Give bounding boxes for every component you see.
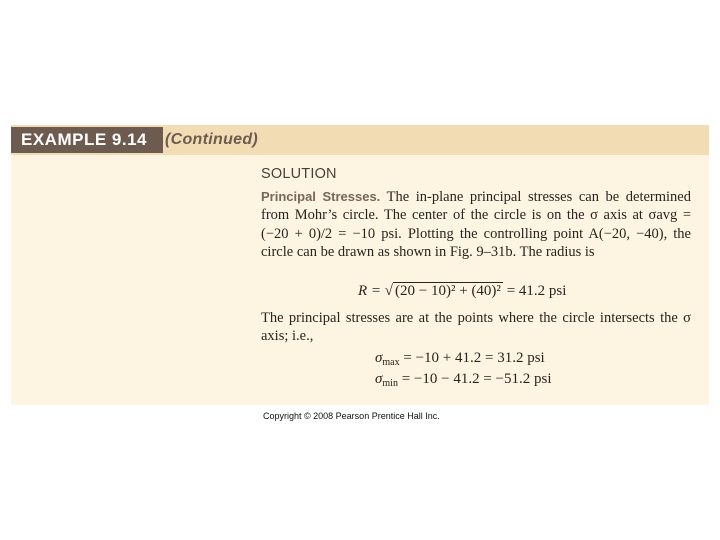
principal-points-paragraph: The principal stresses are at the points where the circle intersects the σ axis; i.e.,: [261, 310, 691, 345]
radicand: (20 − 10)² + (40)²: [395, 283, 501, 299]
example-header-bar: [11, 125, 709, 155]
solution-title: SOLUTION: [261, 166, 337, 182]
sigma-max-expression: = −10 + 41.2 = 31.2 psi: [403, 350, 545, 366]
sigma-min-equation: [375, 371, 552, 389]
principal-stresses-paragraph: [261, 188, 691, 261]
sigma-min-symbol: σ: [375, 371, 383, 387]
sqrt-symbol: √: [384, 283, 394, 299]
sigma-max-equation: [375, 350, 545, 368]
radius-result: = 41.2 psi: [506, 283, 567, 299]
sigma-max-subscript: max: [382, 357, 400, 368]
example-label: EXAMPLE 9.14: [11, 127, 163, 153]
sigma-max-symbol: σ: [375, 350, 383, 366]
continued-label: (Continued): [165, 131, 259, 148]
radius-equation: [358, 282, 566, 300]
copyright-notice: Copyright © 2008 Pearson Prentice Hall Inc.: [263, 411, 440, 421]
sigma-min-expression: = −10 − 41.2 = −51.2 psi: [401, 371, 552, 387]
sigma-min-subscript: min: [382, 378, 398, 389]
principal-stresses-heading: Principal Stresses.: [261, 189, 381, 204]
paragraph-text: The in-plane principal stresses can be determined from Mohr’s circle. The center of the circle is on the σ axis at σavg = (−20 + 0)/2 = −10 psi. Plotting the controlling point A(−20, −40), the circle can be drawn as shown in Fig. 9–31b. The radius is: [261, 189, 691, 260]
textbook-page: [11, 125, 709, 405]
radius-lhs: R =: [358, 283, 382, 299]
